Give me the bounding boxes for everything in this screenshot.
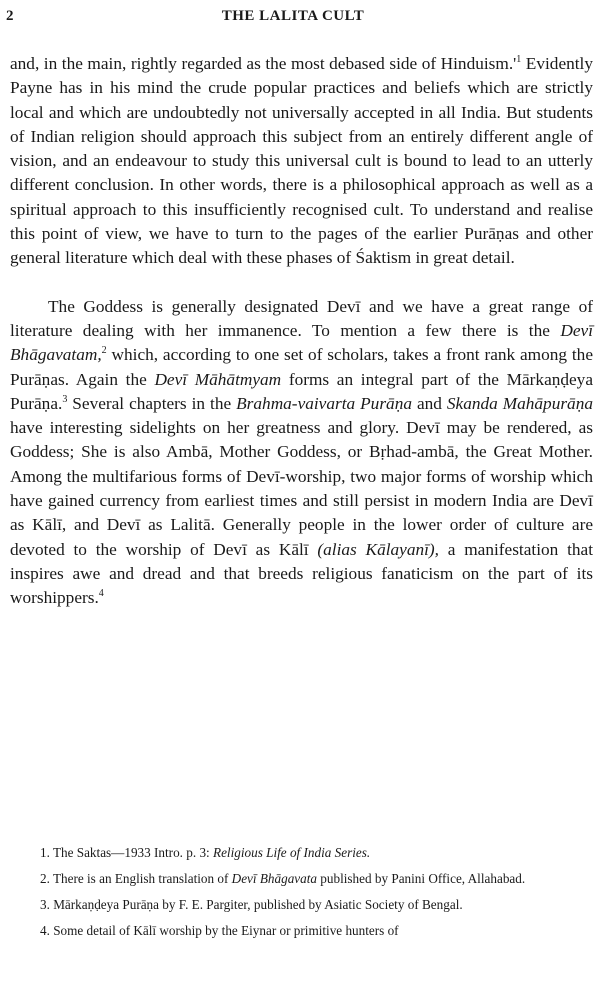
paragraph-text: Evidently Payne has in his mind the crude popular practices and beliefs which are strictly local and which are undoubtedly not universally accepted in all India. But students of Indian religion should approach this subject from an entirely different angle of vision, and an endeavour to study this universal cult is bound to lead to an utterly different conclusion. In other words, there is a philosophical approach as well as a spiritual approach to this insufficiently recognised cult. To understand and realise this point of view, we have to turn to the pages of the earlier Purāṇas and other general literature which deal with these phases of Śaktism in great detail. xyxy=(10,54,593,268)
footnote-italic: Religious Life of India Series. xyxy=(213,845,371,860)
footnote-number: 3. xyxy=(40,897,50,912)
paragraph-text: and, in the main, rightly regarded as the most debased side of Hinduism.' xyxy=(10,54,517,73)
paragraph-text: which, according to one set of scholars, takes a front rank among the Purāṇas. Again the xyxy=(10,345,593,389)
footnote-number: 2. xyxy=(40,871,50,886)
footnote-ref: 1 xyxy=(516,54,522,66)
paragraph-text: Several chapters in the xyxy=(67,393,237,413)
footnotes xyxy=(10,842,593,946)
page-number: 2 xyxy=(6,8,14,24)
footnote-text: Some detail of Kālī worship by the Eiynar or primitive hunters of xyxy=(49,923,399,938)
footnote xyxy=(10,894,593,915)
footnote-text: There is an English translation of xyxy=(49,871,232,886)
italic-title: Devī Māhātmyam xyxy=(154,369,282,389)
footnote-text: published by Panini Office, Allahabad. xyxy=(317,871,526,886)
footnote-ref: 2 xyxy=(101,345,107,357)
footnote xyxy=(10,842,593,863)
paragraph-text: have interesting sidelights on her greatness and glory. Devī may be rendered, as Goddess; She is also Ambā, Mother Goddess, or Bṛhad-ambā, the Great Mother. Among the multifarious forms of Devī-worship, two major forms of worship which have gained currency from earliest times and still persist in modern India are Devī as Kālī, and Devī as Lalitā. Generally people in the lower order of culture are devoted to the worship of Devī as Kālī xyxy=(10,418,593,559)
footnote-number: 4. xyxy=(40,923,50,938)
paragraph-text: The Goddess is generally designated Devī and we have a great range of literature dealing with her immanence. To mention a few there is the xyxy=(10,296,593,340)
footnote-ref: 3 xyxy=(62,394,68,406)
paragraph-continued xyxy=(10,52,593,271)
footnote xyxy=(10,920,593,941)
footnote-text: The Saktas—1933 Intro. p. 3: xyxy=(49,845,214,860)
paragraph-text: a manifestation that inspires awe and dread and that breeds religious fanaticism on the part of its worshippers. xyxy=(10,539,593,608)
italic-title: Skanda Mahāpurāṇa xyxy=(446,393,593,413)
paragraph-text: forms an integral part of the Mārkaṇḍeya Purāṇa. xyxy=(10,369,593,413)
paragraph-goddess xyxy=(10,295,593,611)
footnote-text: Mārkaṇḍeya Purāṇa by F. E. Pargiter, published by Asiatic Society of Bengal. xyxy=(49,897,463,912)
body-text xyxy=(10,52,593,611)
italic-title: Brahma-vaivarta Purāṇa xyxy=(236,393,412,413)
italic-title: Devī Bhāgavatam, xyxy=(10,320,593,365)
paragraph-text: and xyxy=(411,393,447,413)
footnote xyxy=(10,868,593,889)
footnote-number: 1. xyxy=(40,845,50,860)
running-title: THE LALITA CULT xyxy=(221,8,365,24)
footnote-italic: Devī Bhāgavata xyxy=(231,871,317,886)
running-head xyxy=(6,8,580,32)
footnote-ref: 4 xyxy=(98,588,104,600)
italic-title: (alias Kālayanī), xyxy=(317,539,439,559)
